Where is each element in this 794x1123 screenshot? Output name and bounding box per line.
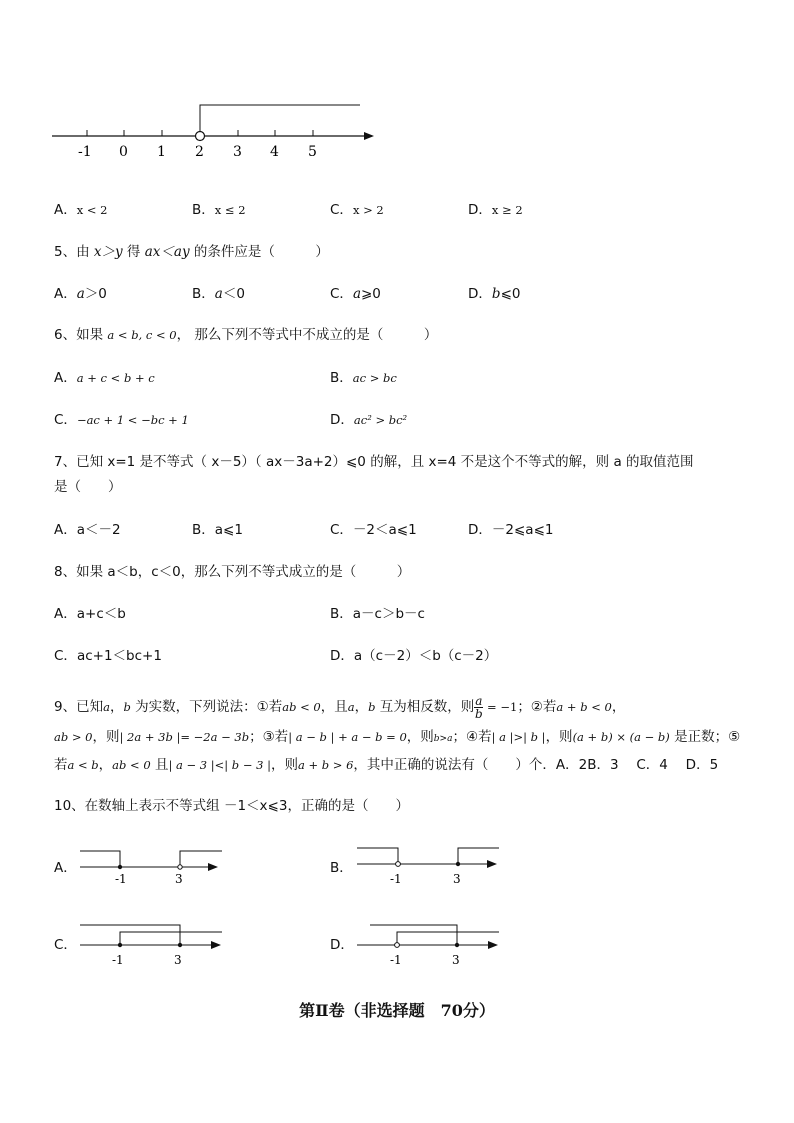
q4-number-line: [0, 0, 794, 180]
q5-stem: 5、由 x＞y 得 ax＜ay 的条件应是（ ）: [54, 244, 329, 260]
range-bracket: [200, 105, 360, 131]
q10-graph-d: [352, 920, 512, 970]
tick-label-left: -1: [115, 872, 127, 886]
tick-label-left: -1: [112, 953, 124, 967]
q9-line2: ab > 0，则| 2a + 3b |= −2a − 3b；③若| a − b | + a − b = 0，则b>a；④若| a |>| b |，则(a + b) × (a − b) 是正数；⑤: [54, 729, 741, 745]
q4-option-a: A．x < 2: [54, 202, 108, 218]
q7-option-c: C．－2＜a⩽1: [330, 522, 417, 538]
tick-label-right: 3: [175, 872, 183, 886]
tick-label: 3: [233, 144, 242, 160]
q9-line1: 9、已知a，b 为实数，下列说法：①若ab < 0，且a，b 互为相反数，则 $\frac{a}{b}$ = −1；②若a + b < 0，: [54, 693, 626, 721]
tick-label: 1: [157, 144, 166, 160]
tick-label-left: -1: [390, 872, 402, 886]
q10-option-c-label: C．: [54, 937, 77, 953]
q5-option-a: A．a＞0: [54, 286, 107, 302]
q5-option-d: D．b⩽0: [468, 286, 521, 302]
tick-label-right: 3: [174, 953, 182, 967]
q6-stem: 6、如果 a < b, c < 0， 那么下列不等式中不成立的是（ ）: [54, 327, 438, 343]
q10-option-d-label: D．: [330, 937, 354, 953]
q10-graph-b: [352, 840, 512, 890]
q10-graph-c: [75, 920, 235, 970]
q10-option-a-label: A．: [54, 860, 77, 876]
q6-option-a: A．a + c < b + c: [54, 370, 155, 386]
q4-option-b: B．x ≤ 2: [192, 202, 246, 218]
q8-option-c: C．ac+1＜bc+1: [54, 648, 162, 664]
q6-option-c: C．−ac + 1 < −bc + 1: [54, 412, 189, 428]
q10-graph-a: [75, 840, 235, 890]
q7-stem-line2: 是（ ）: [54, 479, 122, 495]
q4-option-d: D．x ≥ 2: [468, 202, 523, 218]
tick-label: 4: [270, 144, 279, 160]
fraction-a-over-b: $\frac{a}{b}$: [474, 693, 483, 721]
q6-option-b: B．ac > bc: [330, 370, 397, 386]
q8-stem: 8、如果 a＜b，c＜0，那么下列不等式成立的是（ ）: [54, 564, 411, 580]
tick-label: 2: [195, 144, 204, 160]
tick-label-right: 3: [452, 953, 460, 967]
tick-label-right: 3: [453, 872, 461, 886]
tick-label: -1: [78, 144, 92, 160]
q5-option-c: C．a⩾0: [330, 286, 381, 302]
tick-label: 0: [119, 144, 128, 160]
q7-option-a: A．a＜－2: [54, 522, 121, 538]
tick-label-left: -1: [390, 953, 402, 967]
tick-label: 5: [308, 144, 317, 160]
axis-arrow: [364, 132, 374, 140]
q4-option-c: C．x > 2: [330, 202, 384, 218]
q8-option-a: A．a+c＜b: [54, 606, 126, 622]
q8-option-b: B．a－c＞b－c: [330, 606, 425, 622]
open-circle: [196, 132, 205, 141]
q6-option-d: D．ac² > bc²: [330, 412, 408, 428]
q7-option-d: D．－2⩽a⩽1: [468, 522, 554, 538]
section-title: 第Ⅱ卷（非选择题 70分）: [299, 1001, 495, 1020]
q7-option-b: B．a⩽1: [192, 522, 243, 538]
q10-option-b-label: B．: [330, 860, 353, 876]
q7-stem-line1: 7、已知 x=1 是不等式（ x－5）（ ax－3a+2）⩽0 的解，且 x=4 不是这个不等式的解，则 a 的取值范围: [54, 454, 694, 470]
q9-line3: 若a < b，ab < 0 且| a − 3 |<| b − 3 |，则a + b > 6，其中正确的说法有（ ）个．A．2B．3 C．4 D．5: [54, 757, 719, 773]
q10-stem: 10、在数轴上表示不等式组 －1＜x⩽3，正确的是（ ）: [54, 798, 409, 814]
q5-option-b: B．a＜0: [192, 286, 245, 302]
q8-option-d: D．a（c－2）＜b（c－2）: [330, 648, 498, 664]
